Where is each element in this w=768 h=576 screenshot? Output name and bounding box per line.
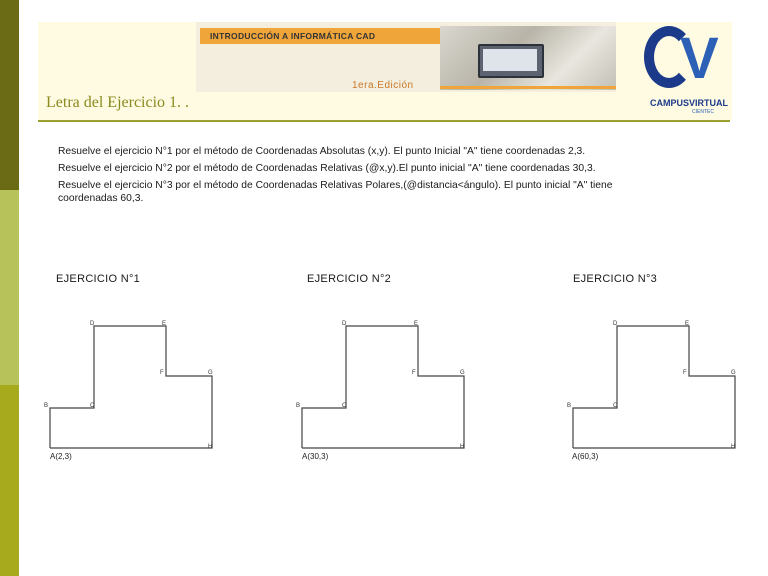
- instruction-line: Resuelve el ejercicio N°1 por el método de Coordenadas Absolutas (x,y). El punto Inicial "A" tiene coordenadas 2,3.: [58, 146, 586, 157]
- logo-text: CAMPUSVIRTUAL: [650, 98, 728, 108]
- edition-label: 1era.Edición: [352, 80, 414, 91]
- page-title: Letra del Ejercicio 1. .: [46, 94, 190, 111]
- sidebar-block-olive: [0, 385, 19, 576]
- point-h: H: [208, 444, 213, 450]
- exercise-2-label: EJERCICIO N°2: [307, 273, 392, 285]
- point-e: E: [162, 321, 167, 327]
- exercise-3-drawing: [565, 318, 745, 454]
- exercise-1-drawing: [42, 318, 222, 454]
- point-h: H: [460, 444, 465, 450]
- point-c: C: [90, 403, 95, 409]
- point-d: D: [613, 321, 618, 327]
- point-e: E: [685, 321, 690, 327]
- exercise-2-drawing: [294, 318, 474, 454]
- laptop-illustration: [478, 44, 544, 78]
- exercise-2-outline: [302, 326, 464, 448]
- point-f: F: [683, 370, 687, 376]
- sidebar-block-dark: [0, 0, 19, 190]
- point-c: C: [342, 403, 347, 409]
- point-f: F: [160, 370, 164, 376]
- point-d: D: [90, 321, 95, 327]
- point-b: B: [567, 403, 572, 409]
- sidebar-decoration: [0, 0, 19, 576]
- exercise-1-label: EJERCICIO N°1: [56, 273, 141, 285]
- point-g: G: [460, 370, 465, 376]
- point-h: H: [731, 444, 736, 450]
- logo-subtext: CIENTEC: [692, 109, 714, 115]
- point-b: B: [296, 403, 301, 409]
- title-divider: [38, 120, 730, 122]
- exercise-3-outline: [573, 326, 735, 448]
- exercise-2-start: A(30,3): [302, 452, 329, 461]
- exercise-1-start: A(2,3): [50, 452, 72, 461]
- exercise-3-start: A(60,3): [572, 452, 599, 461]
- point-d: D: [342, 321, 347, 327]
- point-b: B: [44, 403, 49, 409]
- point-c: C: [613, 403, 618, 409]
- instruction-line: Resuelve el ejercicio N°3 por el método de Coordenadas Relativas Polares,(@distancia<ángulo). El punto inicial "A" tiene: [58, 180, 613, 191]
- point-g: G: [208, 370, 213, 376]
- point-f: F: [412, 370, 416, 376]
- point-g: G: [731, 370, 736, 376]
- point-e: E: [414, 321, 419, 327]
- logo-v-mark: V: [680, 26, 719, 91]
- instruction-line: coordenadas 60,3.: [58, 193, 144, 204]
- instruction-line: Resuelve el ejercicio N°2 por el método de Coordenadas Relativas (@x,y).El punto inicial "A" tiene coordenadas 30,3.: [58, 163, 596, 174]
- exercise-1-outline: [50, 326, 212, 448]
- banner-accent-line: [440, 86, 616, 89]
- laptop-screen: [483, 49, 537, 71]
- sidebar-block-light: [0, 190, 19, 385]
- exercise-3-label: EJERCICIO N°3: [573, 273, 658, 285]
- banner-title: INTRODUCCIÓN A INFORMÁTICA CAD: [200, 28, 455, 44]
